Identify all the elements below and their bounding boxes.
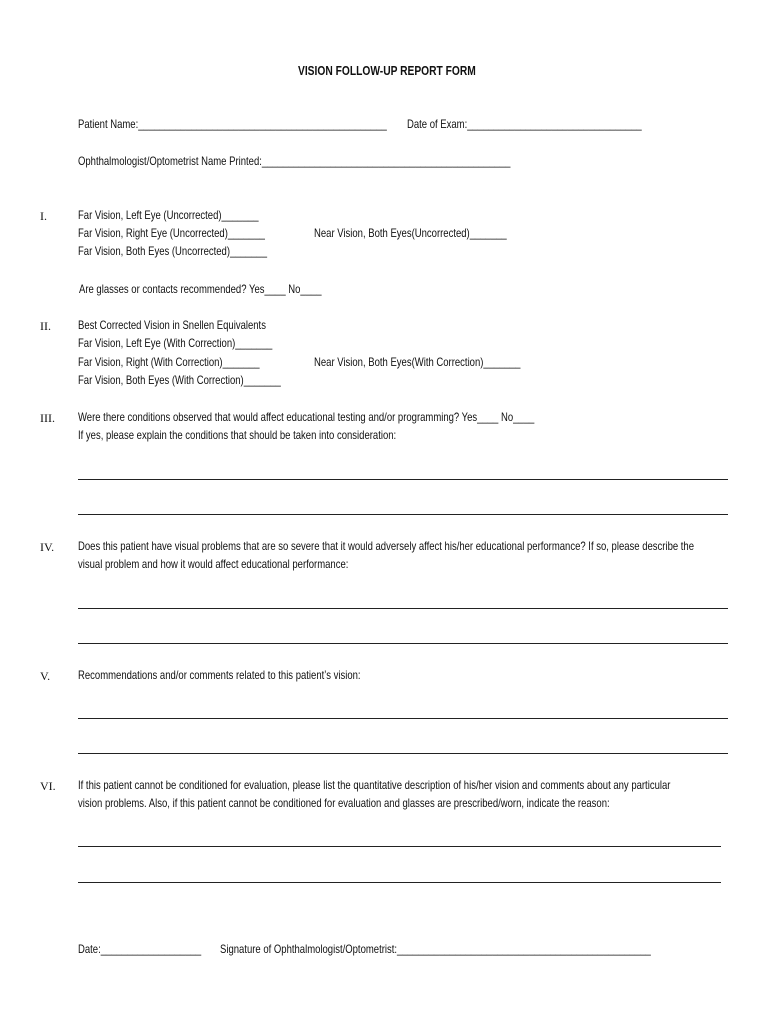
section-2-numeral: II. bbox=[40, 319, 51, 333]
near-both-uncorrected: Near Vision, Both Eyes(Uncorrected)_______ bbox=[314, 227, 507, 240]
far-both-uncorrected: Far Vision, Both Eyes (Uncorrected)_______ bbox=[78, 245, 268, 258]
far-both-corrected: Far Vision, Both Eyes (With Correction)_______ bbox=[78, 374, 281, 387]
glasses-recommended: Are glasses or contacts recommended? Yes____ No____ bbox=[79, 283, 322, 296]
answer-line bbox=[78, 718, 728, 719]
section-5-numeral: V. bbox=[40, 669, 51, 683]
far-left-uncorrected: Far Vision, Left Eye (Uncorrected)_______ bbox=[78, 209, 259, 222]
section-3-numeral: III. bbox=[40, 411, 55, 425]
section-4-numeral: IV. bbox=[40, 540, 55, 554]
far-right-uncorrected: Far Vision, Right Eye (Uncorrected)_______ bbox=[78, 227, 265, 240]
near-both-corrected: Near Vision, Both Eyes(With Correction)_______ bbox=[314, 356, 521, 369]
conditioned-question-line1: If this patient cannot be conditioned for evaluation, please list the quantitative description of his/her vision and comments about any particular bbox=[78, 779, 671, 792]
answer-line bbox=[78, 643, 728, 644]
answer-line bbox=[78, 608, 728, 609]
answer-line bbox=[78, 753, 728, 754]
recommendations-question: Recommendations and/or comments related to this patient’s vision: bbox=[78, 669, 361, 682]
visual-problems-question-line2: visual problem and how it would affect educational performance: bbox=[78, 558, 349, 571]
answer-line bbox=[78, 514, 728, 515]
section-1-numeral: I. bbox=[40, 209, 47, 223]
conditioned-question-line2: vision problems. Also, if this patient cannot be conditioned for evaluation and glasses are prescribed/worn, indicate the reason: bbox=[78, 797, 610, 810]
best-corrected-heading: Best Corrected Vision in Snellen Equivalents bbox=[78, 319, 266, 332]
answer-line bbox=[78, 479, 728, 480]
date-field: Date:___________________ bbox=[78, 943, 202, 956]
section-6-numeral: VI. bbox=[40, 779, 56, 793]
far-right-corrected: Far Vision, Right (With Correction)_______ bbox=[78, 356, 260, 369]
answer-line bbox=[78, 846, 721, 847]
answer-line bbox=[78, 882, 721, 883]
ophthalmologist-name-field: Ophthalmologist/Optometrist Name Printed:_______________________________________________ bbox=[78, 155, 511, 168]
patient-name-field: Patient Name:_______________________________________________ bbox=[78, 118, 387, 131]
conditions-question: Were there conditions observed that would affect educational testing and/or programming? Yes____ No____ bbox=[78, 411, 535, 424]
visual-problems-question-line1: Does this patient have visual problems that are so severe that it would adversely affect his/her educational performance? If so, please describe the bbox=[78, 540, 695, 553]
conditions-explain: If yes, please explain the conditions that should be taken into consideration: bbox=[78, 429, 397, 442]
form-title: VISION FOLLOW-UP REPORT FORM bbox=[298, 64, 476, 78]
signature-field: Signature of Ophthalmologist/Optometrist:________________________________________________ bbox=[220, 943, 651, 956]
far-left-corrected: Far Vision, Left Eye (With Correction)_______ bbox=[78, 337, 273, 350]
date-of-exam-field: Date of Exam:_________________________________ bbox=[407, 118, 642, 131]
